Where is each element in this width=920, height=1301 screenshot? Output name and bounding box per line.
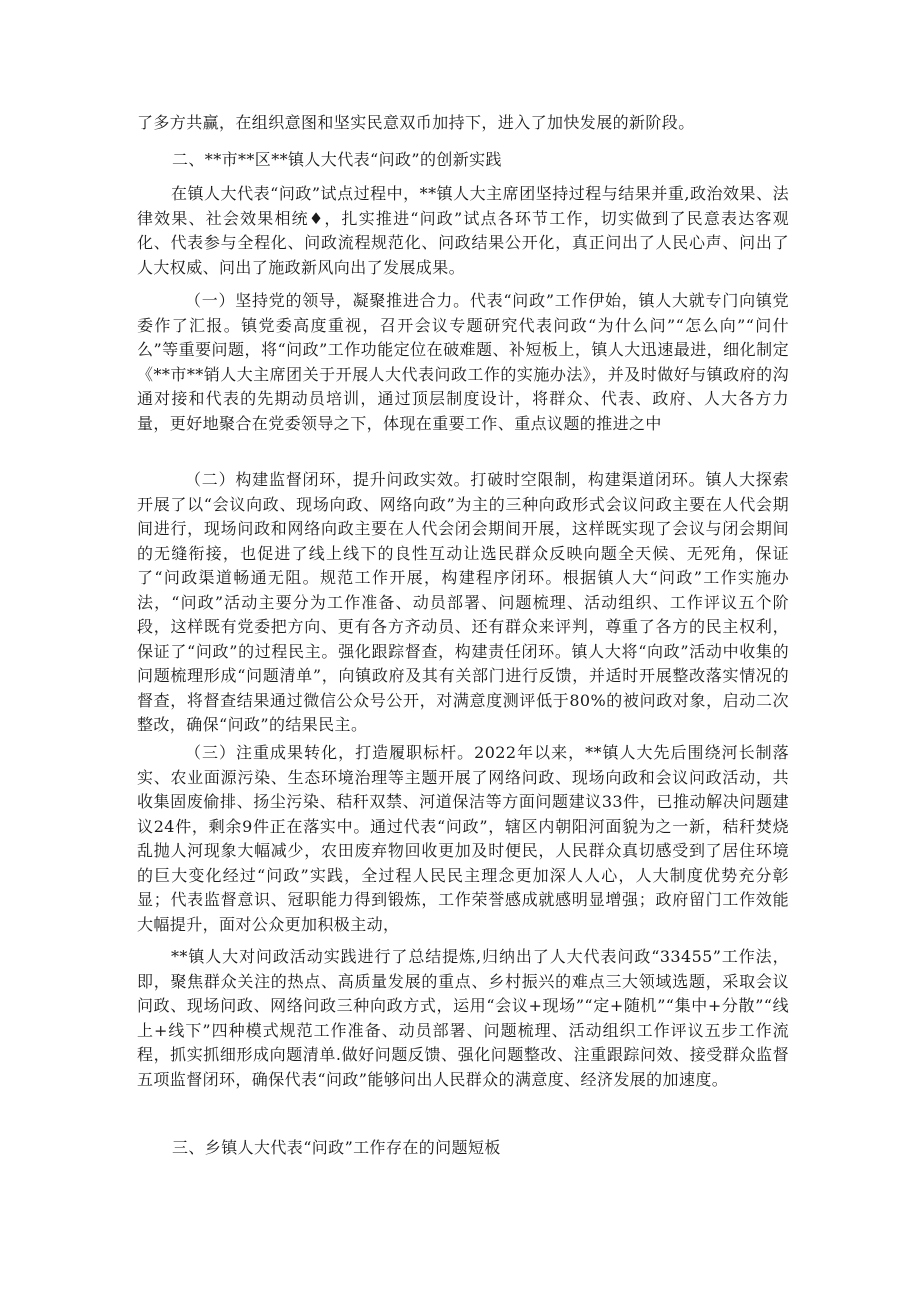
- paragraph-subsection-1: （一）坚持党的领导，凝聚推进合力。代表“问政”工作伊始，镇人大就专门向镇党委作了汇报。镇党委高度重视，召开会议专题研究代表问政“为什么问”“怎么向”“问什么”等重要问题，将“问政”工作功能定位在破难题、补短板上，镇人大迅速最进，细化制定《**市**销人大主席团关于开展人大代表问政工作的实施办法》，并及时做好与镇政府的沟通对接和代表的先期动员培训，通过顶层制度设计，将群众、代表、政府、人大各方力量，更好地聚合在党委领导之下，体现在重要工作、重点议题的推进之中: [137, 291, 789, 433]
- paragraph-section2-intro: 在镇人大代表“问政”试点过程中，**镇人大主席团坚持过程与结果并重,政治效果、法律效果、社会效果相统♦，扎实推进“问政”试点各环节工作，切实做到了民意表达客观化、代表参与全程化、问政流程规范化、问政结果公开化，真正问出了人民心声、问出了人大权威、问出了施政新风向出了发展成果。: [137, 184, 789, 277]
- section-heading-3: 三、乡镇人大代表“问政”工作存在的问题短板: [172, 1138, 501, 1157]
- paragraph-subsection-2: （二）构建监督闭环，提升问政实效。打破时空限制，构建渠道闭环。镇人大探索开展了以“会议向政、现场向政、网络向政”为主的三种向政形式会议问政主要在人代会期间进行，现场问政和网络向政主要在人代会闭会期间开展，这样既实现了会议与闭会期间的无缝衔接，也促进了线上线下的良性互动让选民群众反映向题全天候、无死角，保证了“问政渠道畅通无阻。规范工作开展，构建程序闭环。根据镇人大“问政”工作实施办法，“问政”活动主要分为工作准备、动员部署、问题梳理、活动组织、工作评议五个阶段，这样既有党委把方向、更有各方齐动员、还有群众来评判，尊重了各方的民主权利，保证了“问政”的过程民主。强化跟踪督查，构建责任闭环。镇人大将“向政”活动中收集的问题梳理形成“问题清单”，向镇政府及其有关部门进行反馈，并适时开展整改落实情况的督查，将督查结果通过微信公众号公开，对满意度测评低于80%的被问政对象，启动二次整改，确保“问政”的结果民主。: [137, 470, 789, 734]
- section-heading-2: 二、**市**区**镇人大代表“问政”的创新实践: [172, 150, 502, 169]
- paragraph-intro-tail: 了多方共赢，在组织意图和坚实民意双币加持下，进入了加快发展的新阶段。: [137, 113, 695, 132]
- paragraph-subsection-3: （三）注重成果转化，打造履职标杆。2022年以来，**镇人大先后围绕河长制落实、农业面源污染、生态环境治理等主题开展了网络问政、现场向政和会议问政活动，共收集固废偷排、扬尘污染、秸秆双禁、河道保洁等方面问题建议33件，已推动解决问题建议24件，剩余9件正在落实中。通过代表“问政”，辖区内朝阳河面貌为之一新，秸秆焚烧乱抛人河现象大幅减少，农田废弃物回收更加及时便民，人民群众真切感受到了居住环境的巨大变化经过“问政”实践，全过程人民民主理念更加深人人心，人大制度优势充分彰显；代表监督意识、冠职能力得到锻炼，工作荣誉感成就感明显增强；政府留门工作效能大幅提升，面对公众更加积极主动，: [137, 743, 789, 934]
- paragraph-summary-33455: **镇人大对问政活动实践进行了总结提炼,归纳出了人大代表问政“33455”工作法，即，聚焦群众关注的热点、高质量发展的重点、乡村振兴的难点三大领域选题，采取会议问政、现场问政、网络问政三种向政方式，运用“会议+现场”“定+随机”“集中+分散”“线上+线下”四种模式规范工作准备、动员部署、问题梳理、活动组织工作评议五步工作流程，抓实抓细形成向题清单.做好问题反馈、强化问题整改、注重跟踪问效、接受群众监督五项监督闭环，确保代表“问政”能够问出人民群众的满意度、经济发展的加速度。: [137, 947, 789, 1089]
